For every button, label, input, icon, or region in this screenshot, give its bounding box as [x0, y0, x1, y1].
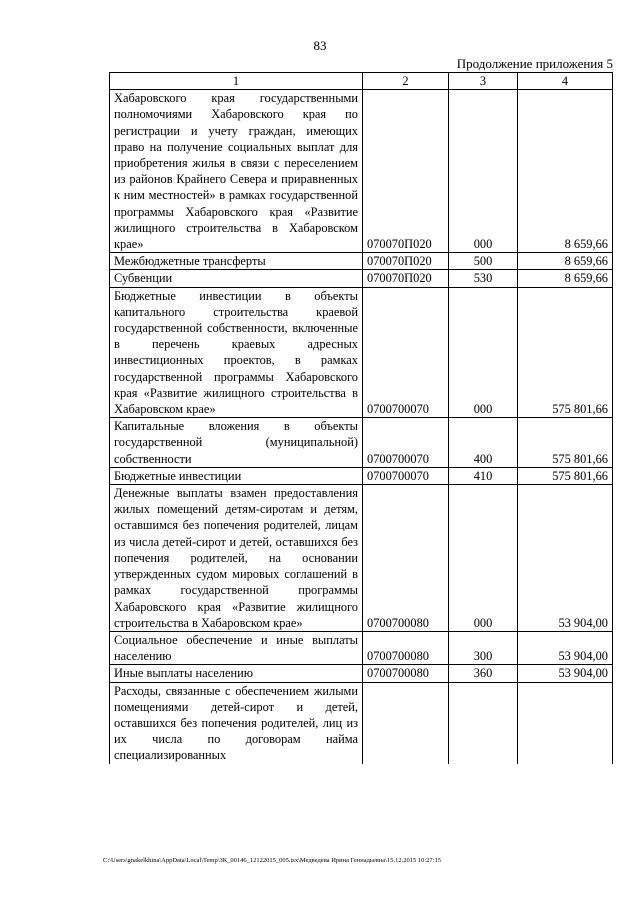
row-description: Бюджетные инвестиции	[110, 467, 363, 484]
row-code: 0700700080	[363, 665, 449, 682]
table-row	[110, 90, 613, 253]
page-number: 83	[313, 38, 327, 53]
table-row	[110, 418, 613, 468]
row-amount	[518, 682, 613, 764]
row-type: 400	[449, 418, 518, 468]
row-amount: 8 659,66	[518, 90, 613, 253]
row-code: 070070П020	[363, 253, 449, 270]
row-amount: 575 801,66	[518, 467, 613, 484]
table-row	[110, 253, 613, 270]
row-type	[449, 682, 518, 764]
row-code: 070070П020	[363, 90, 449, 253]
row-code: 0700700080	[363, 485, 449, 632]
table-header-row	[110, 73, 613, 90]
row-code: 0700700080	[363, 631, 449, 664]
row-type: 300	[449, 631, 518, 664]
table-row	[110, 287, 613, 418]
row-amount: 575 801,66	[518, 287, 613, 418]
table-row	[110, 270, 613, 287]
row-type: 000	[449, 485, 518, 632]
header-col-4: 4	[518, 73, 613, 90]
footer-file-path: C:\Users\gnakelkhina\AppData\Local\Temp\ЗК_00146_12122015_005.tsx\Медведева Ирина Геннадьевна\15.12.2015 10:27:15	[103, 857, 441, 864]
row-amount: 8 659,66	[518, 270, 613, 287]
row-amount: 575 801,66	[518, 418, 613, 468]
row-code: 0700700070	[363, 418, 449, 468]
row-type: 530	[449, 270, 518, 287]
row-description: Расходы, связанные с обеспечением жилыми помещениями детей-сирот и детей, оставшихся без попечения родителей, лиц из их числа по договорам найма специализированных	[110, 682, 363, 764]
table-row	[110, 631, 613, 664]
row-amount: 53 904,00	[518, 631, 613, 664]
row-code: 0700700070	[363, 467, 449, 484]
row-code: 0700700070	[363, 287, 449, 418]
row-description: Капитальные вложения в объекты государственной (муниципальной) собственности	[110, 418, 363, 468]
table-row	[110, 682, 613, 764]
row-description: Денежные выплаты взамен предоставления жилых помещений детям-сиротам и детям, оставшимся без попечения родителей, лицам из числа детей-сирот и детей, оставшихся без попечения родителей, на основании утвержденных судом мировых соглашений в рамках государственной программы Хабаровского края «Развитие жилищного строительства в Хабаровском крае»	[110, 485, 363, 632]
table-row	[110, 467, 613, 484]
row-code: 070070П020	[363, 270, 449, 287]
row-type: 410	[449, 467, 518, 484]
table-row	[110, 665, 613, 682]
row-description: Бюджетные инвестиции в объекты капитального строительства краевой государственной собственности, включенные в перечень краевых адресных инвестиционных проектов, в рамках государственной программы Хабаровского края «Развитие жилищного строительства в Хабаровском крае»	[110, 287, 363, 418]
continuation-title: Продолжение приложения 5	[456, 56, 613, 71]
row-code	[363, 682, 449, 764]
row-description: Субвенции	[110, 270, 363, 287]
row-description: Иные выплаты населению	[110, 665, 363, 682]
row-type: 500	[449, 253, 518, 270]
table-row	[110, 485, 613, 632]
budget-table	[109, 72, 613, 764]
row-type: 000	[449, 90, 518, 253]
row-amount: 53 904,00	[518, 485, 613, 632]
row-amount: 8 659,66	[518, 253, 613, 270]
row-type: 360	[449, 665, 518, 682]
header-col-1: 1	[110, 73, 363, 90]
row-amount: 53 904,00	[518, 665, 613, 682]
row-description: Хабаровского края государственными полномочиями Хабаровского края по регистрации и учету граждан, имеющих право на получение социальных выплат для приобретения жилья в связи с переселением из районов Крайнего Севера и приравненных к ним местностей» в рамках государственной программы Хабаровского края «Развитие жилищного строительства в Хабаровском крае»	[110, 90, 363, 253]
row-description: Социальное обеспечение и иные выплаты населению	[110, 631, 363, 664]
header-col-2: 2	[363, 73, 449, 90]
row-description: Межбюджетные трансферты	[110, 253, 363, 270]
header-col-3: 3	[449, 73, 518, 90]
row-type: 000	[449, 287, 518, 418]
